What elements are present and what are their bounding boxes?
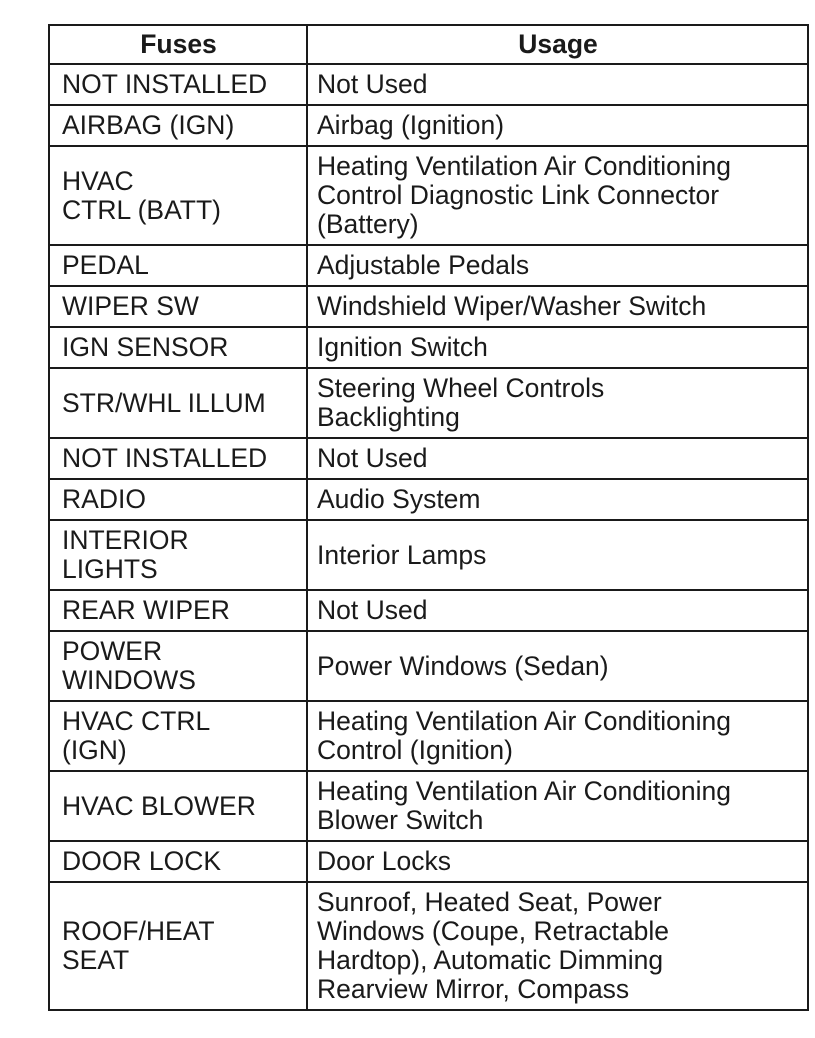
usage-cell: Adjustable Pedals (307, 245, 808, 286)
usage-cell: Interior Lamps (307, 520, 808, 590)
column-header-fuses: Fuses (49, 25, 307, 64)
column-header-usage: Usage (307, 25, 808, 64)
table-row (49, 245, 808, 286)
table-row (49, 105, 808, 146)
fuse-name-cell: NOT INSTALLED (49, 438, 307, 479)
table-row (49, 771, 808, 841)
usage-cell: Sunroof, Heated Seat, Power Windows (Coupe, Retractable Hardtop), Automatic Dimming Rearview Mirror, Compass (307, 882, 808, 1010)
usage-cell: Power Windows (Sedan) (307, 631, 808, 701)
fuse-name-cell: PEDAL (49, 245, 307, 286)
table-row (49, 368, 808, 438)
usage-cell: Steering Wheel Controls Backlighting (307, 368, 808, 438)
table-row (49, 479, 808, 520)
usage-cell: Airbag (Ignition) (307, 105, 808, 146)
usage-cell: Heating Ventilation Air Conditioning Control (Ignition) (307, 701, 808, 771)
usage-cell: Not Used (307, 64, 808, 105)
usage-cell: Door Locks (307, 841, 808, 882)
usage-cell: Not Used (307, 590, 808, 631)
fuse-name-cell: DOOR LOCK (49, 841, 307, 882)
usage-cell: Heating Ventilation Air Conditioning Control Diagnostic Link Connector (Battery) (307, 146, 808, 245)
table-row (49, 701, 808, 771)
table-row (49, 631, 808, 701)
table-header-row (49, 25, 808, 64)
fuse-name-cell: REAR WIPER (49, 590, 307, 631)
usage-cell: Windshield Wiper/Washer Switch (307, 286, 808, 327)
usage-cell: Not Used (307, 438, 808, 479)
fuse-name-cell: INTERIOR LIGHTS (49, 520, 307, 590)
fuse-name-cell: HVAC BLOWER (49, 771, 307, 841)
table-row (49, 438, 808, 479)
table-row (49, 882, 808, 1010)
fuse-name-cell: HVAC CTRL (IGN) (49, 701, 307, 771)
table-row (49, 520, 808, 590)
usage-cell: Ignition Switch (307, 327, 808, 368)
table-row (49, 590, 808, 631)
usage-cell: Heating Ventilation Air Conditioning Blower Switch (307, 771, 808, 841)
usage-cell: Audio System (307, 479, 808, 520)
fuse-name-cell: AIRBAG (IGN) (49, 105, 307, 146)
fuse-name-cell: STR/WHL ILLUM (49, 368, 307, 438)
fuse-name-cell: HVAC CTRL (BATT) (49, 146, 307, 245)
table-row (49, 327, 808, 368)
fuse-name-cell: IGN SENSOR (49, 327, 307, 368)
fuse-name-cell: NOT INSTALLED (49, 64, 307, 105)
table-row (49, 841, 808, 882)
fuse-name-cell: WIPER SW (49, 286, 307, 327)
table-row (49, 286, 808, 327)
fuse-name-cell: RADIO (49, 479, 307, 520)
table-row (49, 146, 808, 245)
table-body (49, 64, 808, 1010)
fuse-usage-table (48, 24, 809, 1011)
table-row (49, 64, 808, 105)
fuse-name-cell: POWER WINDOWS (49, 631, 307, 701)
fuse-name-cell: ROOF/HEAT SEAT (49, 882, 307, 1010)
